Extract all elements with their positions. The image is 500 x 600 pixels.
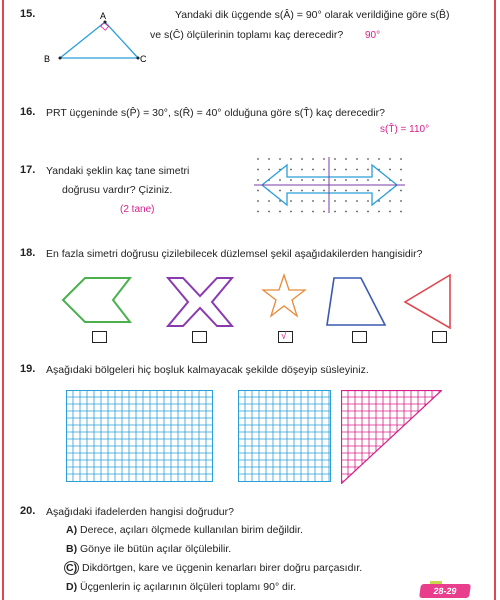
checkmark: √: [281, 331, 287, 342]
question-20-number: 20.: [20, 505, 36, 517]
right-triangle-figure: [40, 10, 155, 65]
hexagon-arrow-shape: [63, 278, 130, 322]
x-shape: [168, 278, 232, 326]
triangle-grid-right: [341, 390, 442, 484]
option-a[interactable]: [66, 524, 303, 536]
option-b-text: Gönye ile bütün açılar ölçülebilir.: [80, 543, 232, 555]
page-number: 28-29: [419, 584, 471, 598]
question-17-answer: (2 tane): [120, 204, 155, 215]
question-16-text: PRT üçgeninde s(P̂) = 30°, s(R̂) = 40° olduğuna göre s(T̂) kaç derecedir?: [46, 107, 385, 119]
option-b[interactable]: [66, 543, 231, 555]
option-d-text: Üçgenlerin iç açılarının ölçüleri toplamı 90° dir.: [80, 581, 297, 593]
option-2-checkbox[interactable]: [192, 331, 207, 343]
vertex-a-label: A: [100, 11, 107, 21]
question-18-text: En fazla simetri doğrusu çizilebilecek düzlemsel şekil aşağıdakilerden hangisidir?: [46, 248, 423, 260]
square-grid-left: [66, 390, 213, 482]
vertex-c-label: C: [140, 54, 147, 64]
question-15-line1: Yandaki dik üçgende s(Â) = 90° olarak verildiğine göre s(B̂): [175, 9, 450, 21]
question-17-line1: Yandaki şeklin kaç tane simetri: [46, 165, 190, 177]
trapezoid-shape: [327, 278, 385, 325]
question-16-answer: s(T̂) = 110°: [380, 124, 430, 135]
question-19-number: 19.: [20, 363, 36, 375]
question-16-number: 16.: [20, 106, 36, 118]
question-15-number: 15.: [20, 8, 36, 20]
option-d[interactable]: [66, 581, 296, 593]
option-1-checkbox[interactable]: [92, 331, 107, 343]
option-b-letter: B): [66, 543, 78, 555]
option-a-text: Derece, açıları ölçmede kullanılan birim değildir.: [80, 524, 303, 536]
question-19-text: Aşağıdaki bölgeleri hiç boşluk kalmayacak şekilde döşeyip süsleyiniz.: [46, 364, 369, 376]
question-17-number: 17.: [20, 164, 36, 176]
question-18-number: 18.: [20, 247, 36, 259]
option-5-checkbox[interactable]: [432, 331, 447, 343]
option-3-checkbox[interactable]: [278, 331, 293, 343]
vertex-b-label: B: [44, 54, 51, 64]
question-17-line2: doğrusu vardır? Çiziniz.: [62, 184, 173, 196]
square-grid-middle: [238, 390, 331, 482]
option-c[interactable]: [64, 562, 362, 574]
double-arrow-figure: [252, 155, 407, 215]
triangle-shape: [405, 275, 450, 328]
question-15-line2: ve s(Ĉ) ölçülerinin toplamı kaç derecedir?: [150, 29, 344, 41]
star-shape: [263, 275, 305, 316]
option-c-letter: C): [66, 562, 78, 574]
question-20-text: Aşağıdaki ifadelerden hangisi doğrudur?: [46, 506, 234, 518]
question-15-answer: 90°: [365, 30, 381, 41]
shape-options: [55, 270, 475, 340]
option-d-letter: D): [66, 581, 78, 593]
option-a-letter: A): [66, 524, 78, 536]
option-c-text: Dikdörtgen, kare ve üçgenin kenarları birer doğru parçasıdır.: [82, 562, 363, 574]
option-4-checkbox[interactable]: [352, 331, 367, 343]
